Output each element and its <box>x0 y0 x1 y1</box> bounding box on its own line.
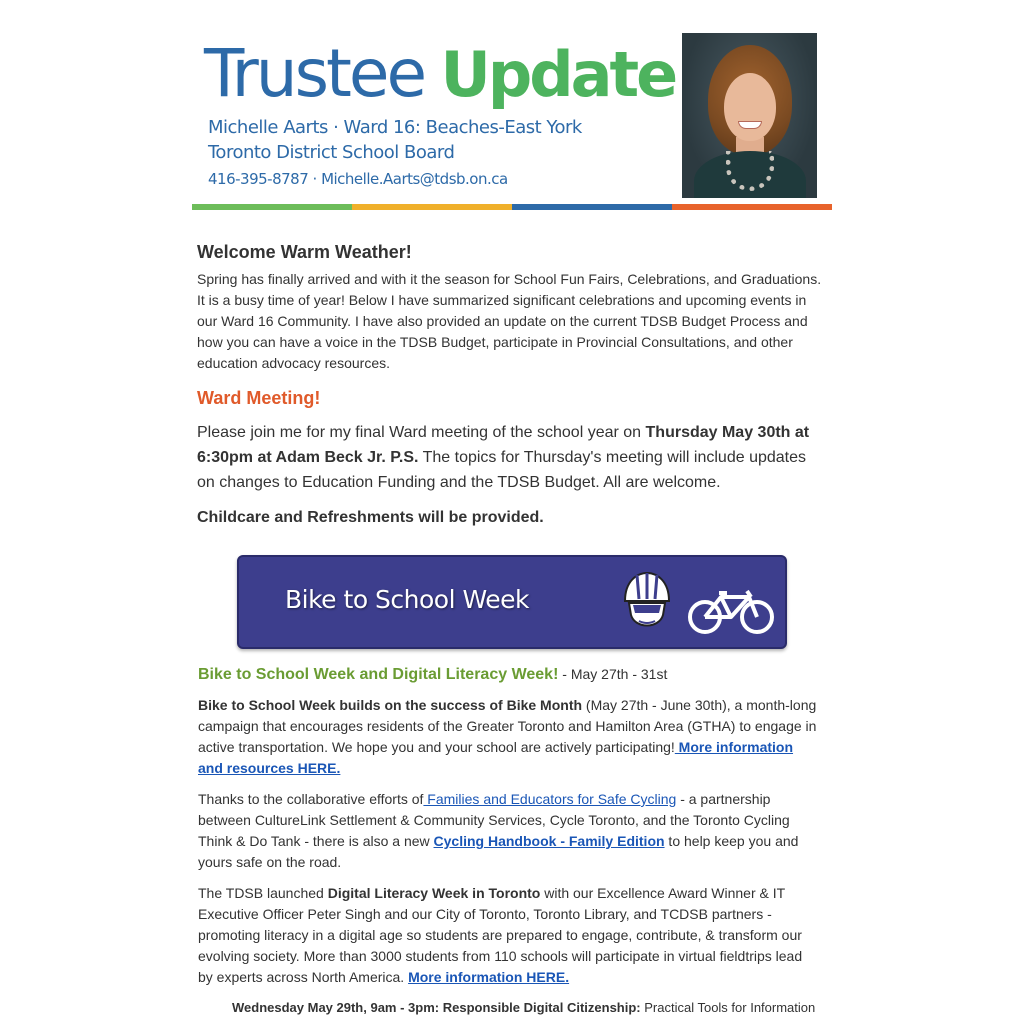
bike-to-school-banner <box>237 555 787 649</box>
bike-section-heading-row <box>198 666 820 684</box>
bike-month-lead: Bike to School Week builds on the success of Bike Month <box>198 697 583 713</box>
safe-cycling-intro: Thanks to the collaborative efforts of <box>198 791 424 807</box>
bike-section-heading: Bike to School Week and Digital Literacy Week! <box>198 666 559 683</box>
digital-literacy-text: with our Excellence Award Winner & IT Executive Officer Peter Singh and our City of Toronto, Toronto Library, and TCDSB partners - promoting literacy in a digital age so students are prepared to engage, contribute, & transform our evolving society. More than 3000 students from 110 schools will participate in virtual fieldtrips lead by experts across North America. <box>198 885 803 985</box>
bike-section <box>198 666 820 1018</box>
title-update: Update <box>440 38 676 111</box>
title-trustee: Trustee <box>204 35 425 112</box>
stripe-green <box>192 204 352 210</box>
trustee-photo <box>682 33 817 198</box>
stripe-blue <box>512 204 672 210</box>
welcome-body: Spring has finally arrived and with it the season for School Fun Fairs, Celebrations, and Graduations. It is a busy time of year! Below I have summarized significant celebrations and upcoming events in our Ward 16 Community. I have also provided an update on the current TDSB Budget Process and how you can have a voice in the TDSB Budget, participate in Provincial Consultations, and other education advocacy resources. <box>197 271 822 371</box>
helmet-icon <box>619 569 675 635</box>
welcome-heading: Welcome Warm Weather! <box>197 242 412 262</box>
trustee-name-ward: Michelle Aarts · Ward 16: Beaches-East York <box>208 117 582 138</box>
contact-info: 416-395-8787 · Michelle.Aarts@tdsb.on.ca <box>208 170 508 188</box>
families-educators-link[interactable]: Families and Educators for Safe Cycling <box>423 791 677 807</box>
ward-meeting-date-location: Thursday May 30th at 6:30pm at Adam Beck Jr. P.S. <box>197 424 810 466</box>
stripe-yellow <box>352 204 512 210</box>
bike-month-text: (May 27th - June 30th), a month-long campaign that encourages residents of the Greater Toronto and Hamilton Area (GTHA) to engage in active transportation. We hope you and your school are actively participating! <box>198 697 817 755</box>
cycling-handbook-link[interactable]: Cycling Handbook - Family Edition <box>433 833 665 849</box>
ward-meeting-paragraph <box>197 420 822 495</box>
digital-literacy-intro: The TDSB launched <box>198 885 328 901</box>
color-stripe-divider <box>192 204 832 210</box>
event-date-title: Wednesday May 29th, 9am - 3pm: Responsible Digital Citizenship: <box>232 1000 641 1015</box>
ward-meeting-topics: The topics for Thursday's meeting will include updates on changes to Education Funding and the TDSB Budget. All are welcome. <box>197 449 807 491</box>
event-description: Practical Tools for Information <box>640 1000 816 1015</box>
safe-cycling-partners: - a partnership between CultureLink Settlement & Community Services, Cycle Toronto, and the Toronto Cycling Think & Do Tank - there is also a new <box>198 791 790 849</box>
bicycle-icon <box>687 585 775 635</box>
bike-month-paragraph <box>198 695 820 779</box>
banner-text: Bike to School Week <box>285 585 529 614</box>
safe-cycling-paragraph <box>198 789 820 873</box>
digital-citizenship-event <box>232 997 820 1018</box>
newsletter-header <box>192 28 832 211</box>
bike-section-dates: - May 27th - 31st <box>558 666 668 682</box>
ward-meeting-heading: Ward Meeting! <box>197 388 321 408</box>
digital-literacy-more-info-link[interactable]: More information HERE. <box>408 969 570 985</box>
ward-meeting-intro: Please join me for my final Ward meeting of the school year on <box>197 424 646 441</box>
newsletter-title <box>204 32 675 115</box>
bike-more-info-link[interactable]: More information and resources HERE. <box>198 739 794 776</box>
stripe-orange <box>672 204 832 210</box>
childcare-note: Childcare and Refreshments will be provided. <box>197 509 544 526</box>
digital-literacy-title: Digital Literacy Week in Toronto <box>327 885 541 901</box>
main-content <box>197 240 822 530</box>
digital-literacy-paragraph <box>198 883 820 988</box>
safe-cycling-end: to help keep you and yours safe on the road. <box>198 833 799 870</box>
photo-face <box>724 73 776 141</box>
school-board-name: Toronto District School Board <box>208 142 455 163</box>
